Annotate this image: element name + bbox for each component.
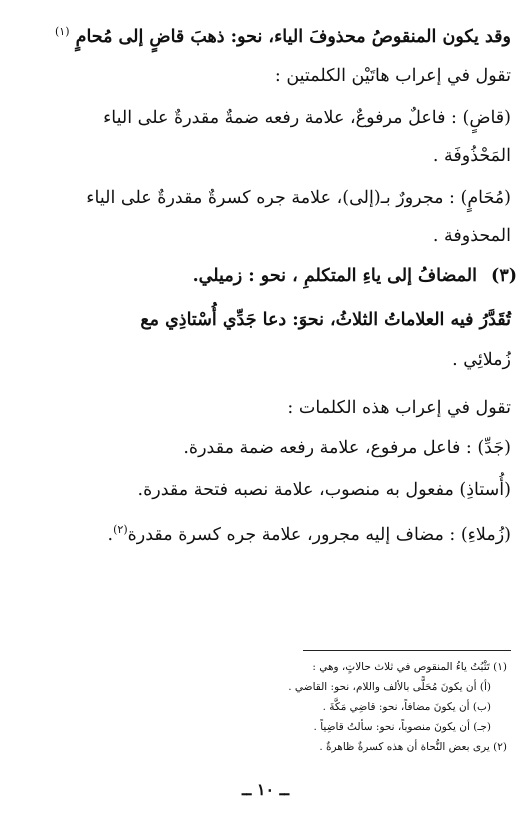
footnote-divider — [303, 650, 511, 651]
text-line-2: تقول في إعراب هاتَيْن الكلمتين : — [274, 66, 511, 86]
footnote-2: (٢) يرى بعض النُّحاة أن هذه كسرةٌ ظاهرةٌ . — [319, 741, 507, 753]
text-line-1-content: وقد يكون المنقوصُ محذوفَ الياء، نحو: ذهبَ قاضٍ إلى مُحامٍ — [75, 27, 511, 47]
text-line-12: (أُستاذِ) مفعول به منصوب، علامة نصبه فتحة مقدرة. — [137, 480, 511, 500]
text-line-9: زُملائِي . — [452, 350, 511, 370]
text-line-11: (جَدِّ) : فاعل مرفوع، علامة رفعه ضمة مقدرة. — [183, 438, 511, 458]
text-line-13-end: . — [107, 525, 114, 545]
text-line-4: المَحْذُوفَة . — [432, 146, 511, 166]
footnote-ref-1[interactable]: (١) — [55, 25, 70, 38]
section-heading: المضافُ إلى ياءِ المتكلمِ ، نحو : زميلي. — [192, 266, 477, 286]
text-line-13-content: (زُملاءِ) : مضاف إليه مجرور، علامة جره كسرة مقدرة — [127, 525, 511, 545]
text-line-8: تُقَدَّرُ فيه العلاماتُ الثلاثُ، نحوَ: دعا جَدِّي أُسْتاذِي مع — [140, 310, 511, 330]
footnote-1b: (ب) أن يكونَ مضافاً، نحو: قاضِي مَكَّةَ . — [322, 701, 491, 713]
footnote-1a: (أ) أن يكونَ مُحَلًّى بالألف واللام، نحو: القاضي . — [288, 681, 491, 693]
text-line-1 — [16, 18, 511, 51]
footnote-1c: (جـ) أن يكونَ منصوباً، نحو: سألتُ قاضِياً . — [313, 721, 491, 733]
footnote-ref-2[interactable]: (٢) — [113, 523, 128, 536]
text-line-10: تقول في إعراب هذه الكلمات : — [287, 398, 511, 418]
text-line-5: (مُحَامٍ) : مجرورٌ بـ(إلى)، علامة جره كسرةٌ مقدرةٌ على الياء — [86, 188, 511, 208]
text-line-13 — [16, 516, 511, 549]
page-number: ــ ١٠ ــ — [241, 780, 290, 799]
footnote-1: (١) تَثْبُتُ ياءُ المنقوص في ثلاث حالاتٍ، وهي : — [312, 661, 507, 673]
text-line-3: (قاضٍ) : فاعلٌ مرفوعٌ، علامة رفعه ضمةٌ مقدرةٌ على الياء — [103, 108, 511, 128]
section-number: (٣) — [491, 266, 517, 286]
text-line-6: المحذوفة . — [432, 226, 511, 246]
